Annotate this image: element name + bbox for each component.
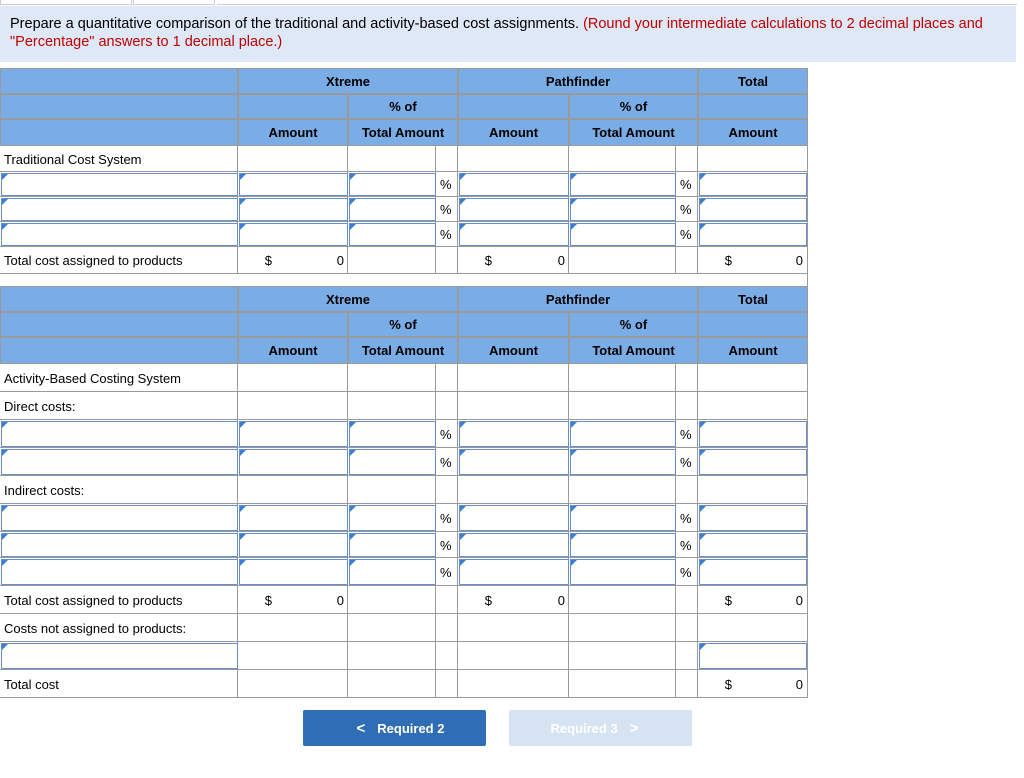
header-total-amount: Total Amount — [569, 337, 698, 364]
not-assigned-amount-input[interactable] — [699, 643, 807, 669]
pathfinder-amount-input[interactable] — [459, 559, 569, 585]
pathfinder-amount-input[interactable] — [459, 533, 569, 557]
header-total-amount: Total Amount — [348, 119, 458, 146]
empty-cell — [238, 476, 348, 504]
header-blank — [458, 312, 569, 337]
empty-cell — [348, 364, 436, 392]
header-blank — [698, 312, 808, 337]
line-item-name-input[interactable] — [1, 421, 238, 447]
empty-cell — [348, 614, 436, 642]
empty-cell — [676, 146, 698, 172]
grand-total-value: 0 — [795, 253, 803, 268]
empty-cell — [348, 476, 436, 504]
pct-symbol: % — [680, 426, 692, 442]
empty-cell — [458, 364, 569, 392]
direct-costs-label: Direct costs: — [4, 398, 76, 414]
not-assigned-name-input[interactable] — [1, 643, 238, 669]
empty-cell — [676, 642, 698, 670]
xtreme-amount-input[interactable] — [239, 533, 348, 557]
line-item-name-input[interactable] — [1, 505, 238, 531]
empty-cell — [348, 146, 436, 172]
xtreme-amount-input[interactable] — [239, 505, 348, 531]
empty-cell — [458, 614, 569, 642]
empty-cell — [348, 247, 436, 274]
header-row-pct — [0, 94, 808, 119]
line-item-name-input[interactable] — [1, 449, 238, 475]
empty-cell — [676, 586, 698, 614]
prev-button-label: Required 2 — [377, 720, 445, 736]
pathfinder-pct-input[interactable] — [570, 533, 676, 557]
indirect-line-1 — [0, 504, 808, 532]
empty-cell — [698, 614, 808, 642]
empty-cell — [569, 476, 676, 504]
direct-line-2 — [0, 448, 808, 476]
xtreme-pct-input[interactable] — [349, 223, 436, 246]
line-item-name-input[interactable] — [1, 533, 238, 557]
indirect-line-3 — [0, 558, 808, 586]
prev-button[interactable] — [303, 710, 486, 746]
total-amount-input[interactable] — [699, 533, 807, 557]
empty-cell — [436, 670, 458, 698]
pct-symbol: % — [680, 537, 692, 553]
abc-total-row — [0, 586, 808, 614]
empty-cell — [698, 146, 808, 172]
header-total-amount: Total Amount — [569, 119, 698, 146]
spacer — [238, 274, 808, 286]
empty-cell — [676, 614, 698, 642]
instructions — [0, 6, 1016, 62]
header-total-amount: Total Amount — [348, 337, 458, 364]
not-assigned-line — [0, 642, 808, 670]
xtreme-amount-input[interactable] — [239, 223, 348, 246]
pct-symbol: % — [440, 564, 452, 580]
pct-symbol: % — [680, 177, 692, 192]
pct-symbol: % — [440, 177, 452, 192]
dollar-sign: $ — [724, 592, 732, 608]
line-item-name-input[interactable] — [1, 559, 238, 585]
empty-cell — [698, 364, 808, 392]
total-amount-input[interactable] — [699, 198, 807, 221]
abc-section-label: Activity-Based Costing System — [4, 370, 182, 386]
header-blank — [238, 312, 348, 337]
xtreme-pct-input[interactable] — [349, 173, 436, 196]
pct-symbol: % — [440, 510, 452, 526]
empty-cell — [436, 642, 458, 670]
header-total: Total — [698, 68, 808, 94]
header-amount: Amount — [458, 119, 569, 146]
dollar-sign: $ — [484, 253, 492, 268]
total-amount-input[interactable] — [699, 223, 807, 246]
xtreme-amount-input[interactable] — [239, 449, 348, 475]
traditional-section-label: Traditional Cost System — [4, 151, 142, 167]
traditional-line-1 — [0, 172, 808, 197]
empty-cell — [569, 146, 676, 172]
pathfinder-amount-input[interactable] — [459, 173, 569, 196]
empty-cell — [238, 642, 348, 670]
indirect-costs — [0, 476, 808, 504]
xtreme-pct-input[interactable] — [349, 559, 436, 585]
empty-cell — [569, 364, 676, 392]
xtreme-amount-input[interactable] — [239, 198, 348, 221]
total-cost-value: 0 — [795, 676, 803, 692]
direct-line-1 — [0, 420, 808, 448]
xtreme-pct-input[interactable] — [349, 449, 436, 475]
dollar-sign: $ — [724, 676, 732, 692]
empty-cell — [348, 392, 436, 420]
header-pct-of: % of — [569, 312, 698, 337]
empty-cell — [458, 392, 569, 420]
traditional-line-3 — [0, 222, 808, 247]
next-button-label: Required 3 — [550, 720, 618, 736]
dollar-sign: $ — [724, 253, 732, 268]
empty-cell — [436, 392, 458, 420]
xtreme-amount-input[interactable] — [239, 559, 348, 585]
header-xtreme: Xtreme — [238, 286, 458, 312]
header-row-entity — [0, 286, 808, 312]
xtreme-pct-input[interactable] — [349, 505, 436, 531]
header-pathfinder: Pathfinder — [458, 286, 698, 312]
instruction-note: (Round your intermediate calculations to 2 decimal places and "Percentage" answers to 1 decimal place.) — [10, 16, 983, 50]
empty-cell — [676, 670, 698, 698]
empty-cell — [458, 670, 569, 698]
header-pathfinder: Pathfinder — [458, 68, 698, 94]
empty-cell — [348, 670, 436, 698]
dollar-sign: $ — [484, 592, 492, 608]
empty-cell — [569, 247, 676, 274]
empty-cell — [569, 614, 676, 642]
empty-cell — [676, 364, 698, 392]
pct-symbol: % — [680, 454, 692, 470]
header-amount: Amount — [458, 337, 569, 364]
pathfinder-pct-input[interactable] — [570, 505, 676, 531]
direct-costs — [0, 392, 808, 420]
xtreme-pct-input[interactable] — [349, 198, 436, 221]
pathfinder-pct-input[interactable] — [570, 559, 676, 585]
xtreme-amount-input[interactable] — [239, 421, 348, 447]
indirect-costs-label: Indirect costs: — [4, 482, 85, 498]
tab-2[interactable] — [133, 0, 215, 5]
pathfinder-total-value: 0 — [557, 592, 565, 608]
line-item-name-input[interactable] — [1, 173, 238, 196]
empty-cell — [238, 614, 348, 642]
line-item-name-input[interactable] — [1, 198, 238, 221]
total-amount-input[interactable] — [699, 505, 807, 531]
empty-cell — [569, 586, 676, 614]
chevron-right-icon: > — [629, 719, 639, 737]
xtreme-total-value: 0 — [336, 592, 344, 608]
header-pct-of: % of — [569, 94, 698, 119]
pathfinder-pct-input[interactable] — [570, 449, 676, 475]
total-cost-label: Total cost — [4, 676, 59, 692]
empty-cell — [436, 146, 458, 172]
indirect-line-2 — [0, 532, 808, 558]
header-xtreme: Xtreme — [238, 68, 458, 94]
pct-symbol: % — [440, 537, 452, 553]
header-blank — [698, 94, 808, 119]
pct-symbol: % — [680, 202, 692, 217]
traditional-line-2 — [0, 197, 808, 222]
pathfinder-amount-input[interactable] — [459, 198, 569, 221]
pct-symbol: % — [440, 202, 452, 217]
empty-cell — [238, 670, 348, 698]
header-blank — [0, 312, 238, 337]
grand-total-value: 0 — [795, 592, 803, 608]
pathfinder-total-value: 0 — [557, 253, 565, 268]
chevron-left-icon: < — [356, 719, 366, 737]
costs-not-assigned — [0, 614, 808, 642]
header-row-amount — [0, 337, 808, 364]
empty-cell — [676, 392, 698, 420]
xtreme-amount-input[interactable] — [239, 173, 348, 196]
total-amount-input[interactable] — [699, 421, 807, 447]
empty-cell — [436, 364, 458, 392]
empty-cell — [698, 476, 808, 504]
xtreme-total-value: 0 — [336, 253, 344, 268]
instruction-text: Prepare a quantitative comparison of the traditional and activity-based cost assignments. — [10, 16, 584, 32]
total-amount-input[interactable] — [699, 559, 807, 585]
pct-symbol: % — [680, 564, 692, 580]
empty-cell — [676, 476, 698, 504]
empty-cell — [436, 586, 458, 614]
header-amount: Amount — [238, 337, 348, 364]
total-amount-input[interactable] — [699, 449, 807, 475]
pathfinder-amount-input[interactable] — [459, 223, 569, 246]
header-pct-of: % of — [348, 94, 458, 119]
pct-symbol: % — [680, 227, 692, 242]
header-blank — [0, 94, 238, 119]
empty-cell — [458, 146, 569, 172]
line-item-name-input[interactable] — [1, 223, 238, 246]
pathfinder-amount-input[interactable] — [459, 449, 569, 475]
pathfinder-pct-input[interactable] — [570, 421, 676, 447]
total-row-label: Total cost assigned to products — [4, 253, 183, 268]
header-row-amount — [0, 119, 808, 146]
total-row-label: Total cost assigned to products — [4, 592, 183, 608]
empty-cell — [436, 614, 458, 642]
abc-section — [0, 364, 808, 392]
empty-cell — [458, 642, 569, 670]
empty-cell — [676, 247, 698, 274]
costs-not-assigned-label: Costs not assigned to products: — [4, 620, 187, 636]
header-blank — [458, 94, 569, 119]
pct-symbol: % — [680, 510, 692, 526]
empty-cell — [436, 247, 458, 274]
empty-cell — [238, 392, 348, 420]
pathfinder-amount-input[interactable] — [459, 421, 569, 447]
header-blank — [238, 94, 348, 119]
header-pct-of: % of — [348, 312, 458, 337]
traditional-section — [0, 146, 808, 172]
empty-cell — [569, 670, 676, 698]
header-blank — [0, 337, 238, 364]
empty-cell — [698, 392, 808, 420]
header-row-entity — [0, 68, 808, 94]
pathfinder-amount-input[interactable] — [459, 505, 569, 531]
traditional-total-row — [0, 247, 808, 274]
header-blank — [0, 286, 238, 312]
empty-cell — [238, 146, 348, 172]
tab-1[interactable] — [0, 0, 132, 5]
empty-cell — [348, 586, 436, 614]
total-cost-row — [0, 670, 808, 698]
dollar-sign: $ — [264, 592, 272, 608]
header-total: Total — [698, 286, 808, 312]
header-amount: Amount — [698, 337, 808, 364]
header-amount: Amount — [238, 119, 348, 146]
pathfinder-pct-input[interactable] — [570, 223, 676, 246]
empty-cell — [569, 642, 676, 670]
empty-cell — [238, 364, 348, 392]
pathfinder-pct-input[interactable] — [570, 198, 676, 221]
xtreme-pct-input[interactable] — [349, 533, 436, 557]
empty-cell — [458, 476, 569, 504]
total-amount-input[interactable] — [699, 173, 807, 196]
header-amount: Amount — [698, 119, 808, 146]
header-row-pct — [0, 312, 808, 337]
xtreme-pct-input[interactable] — [349, 421, 436, 447]
header-blank — [0, 119, 238, 146]
spacer-row — [0, 274, 808, 286]
pct-symbol: % — [440, 227, 452, 242]
empty-cell — [348, 642, 436, 670]
pct-symbol: % — [440, 454, 452, 470]
empty-cell — [569, 392, 676, 420]
pct-symbol: % — [440, 426, 452, 442]
dollar-sign: $ — [264, 253, 272, 268]
header-blank — [0, 68, 238, 94]
next-button[interactable] — [509, 710, 692, 746]
pathfinder-pct-input[interactable] — [570, 173, 676, 196]
empty-cell — [436, 476, 458, 504]
